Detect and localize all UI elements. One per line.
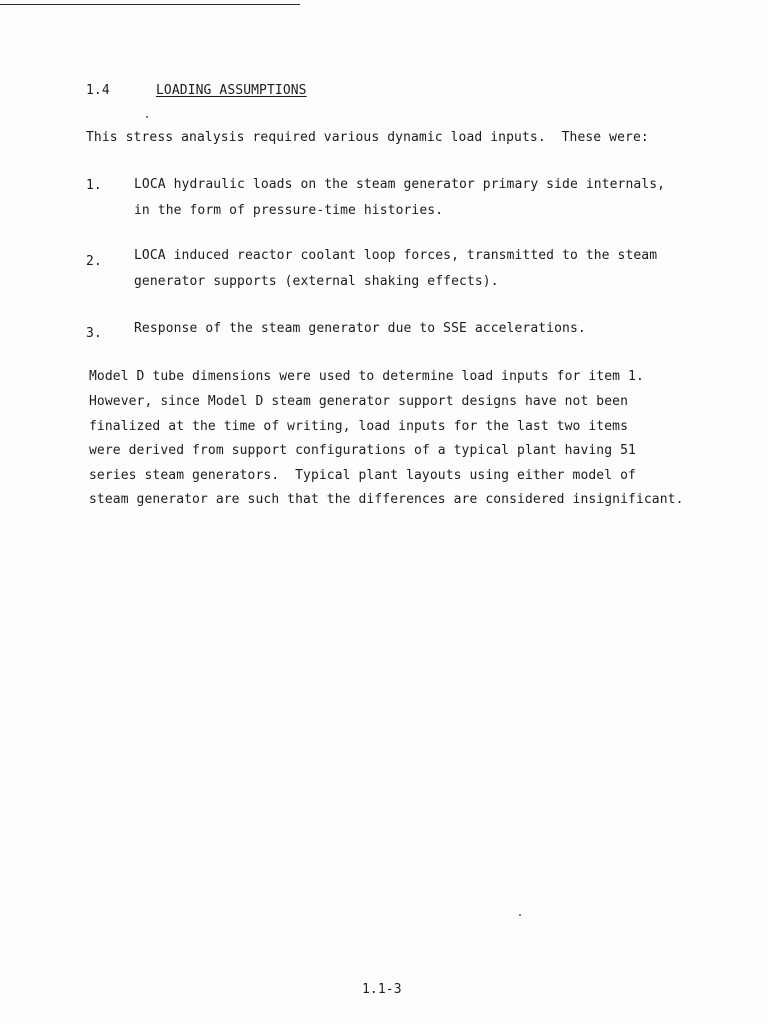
page-number: 1.1-3 <box>362 982 402 997</box>
paragraph-line-4: were derived from support configurations of a typical plant having 51 <box>89 443 636 458</box>
intro-text: This stress analysis required various dynamic load inputs. These were: <box>86 130 649 145</box>
item-2-line-2: generator supports (external shaking effects). <box>134 274 499 289</box>
paragraph-line-3: finalized at the time of writing, load inputs for the last two items <box>89 419 629 434</box>
paragraph-line-1: Model D tube dimensions were used to determine load inputs for item 1. <box>89 369 644 384</box>
item-3-line-1: Response of the steam generator due to SSE accelerations. <box>134 321 586 336</box>
item-2-number: 2. <box>86 254 102 269</box>
scan-speck <box>146 116 148 118</box>
scan-speck <box>519 914 521 916</box>
section-title: LOADING ASSUMPTIONS <box>156 83 307 98</box>
item-1-line-2: in the form of pressure-time histories. <box>134 203 444 218</box>
item-2-line-1: LOCA induced reactor coolant loop forces, transmitted to the steam <box>134 248 658 263</box>
item-1-number: 1. <box>86 178 102 193</box>
top-rule <box>0 4 300 5</box>
paragraph-line-2: However, since Model D steam generator support designs have not been <box>89 394 629 409</box>
paragraph-line-6: steam generator are such that the differences are considered insignificant. <box>89 492 684 507</box>
item-1-line-1: LOCA hydraulic loads on the steam generator primary side internals, <box>134 177 666 192</box>
paragraph-line-5: series steam generators. Typical plant layouts using either model of <box>89 468 636 483</box>
item-3-number: 3. <box>86 326 102 341</box>
section-number: 1.4 <box>86 83 110 98</box>
